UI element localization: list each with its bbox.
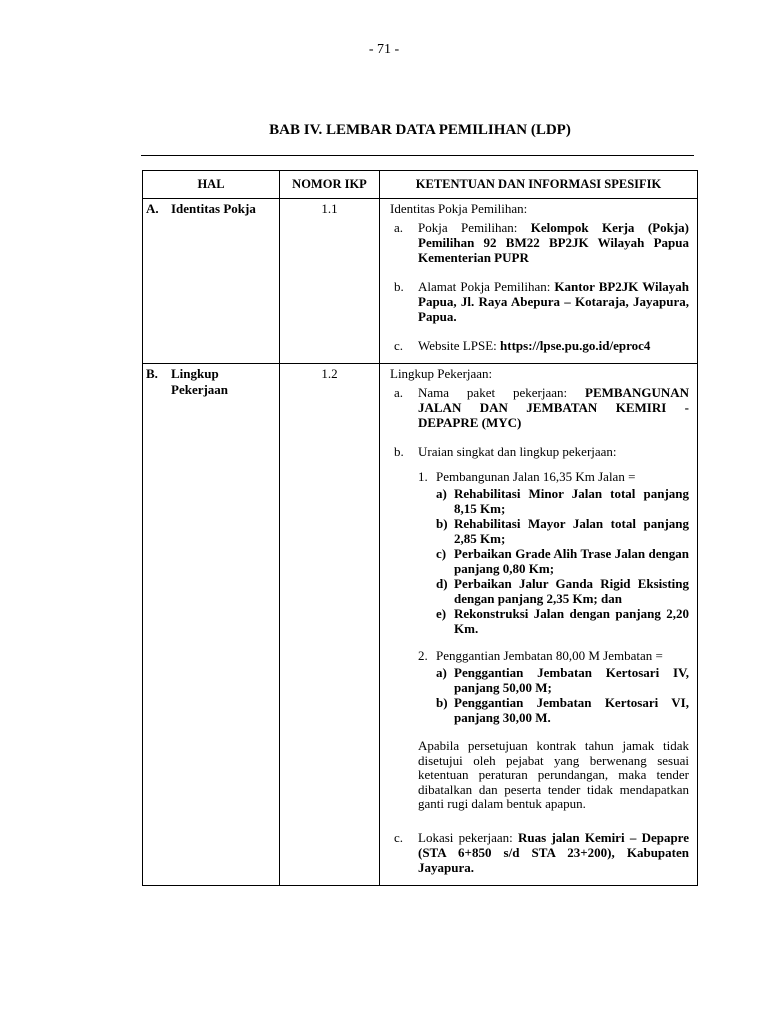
list-item: [390, 385, 689, 430]
header-hal: HAL: [143, 171, 280, 199]
hal-cell: [143, 199, 280, 364]
list-item: b) Penggantian Jembatan Kertosari VI, panjang 30,00 M.: [436, 695, 689, 725]
ikp-number: 1.2: [321, 366, 338, 381]
item-label: Lokasi pekerjaan:: [418, 829, 519, 845]
list-item: [390, 279, 689, 324]
spec-lead: Identitas Pokja Pemilihan:: [390, 201, 528, 216]
item-marker: c.: [394, 829, 404, 845]
table-row: [143, 199, 698, 364]
row-letter: A.: [146, 201, 159, 216]
item-marker: a.: [394, 385, 404, 400]
item-value: Ruas jalan Kemiri – Depapre (STA 6+850 s/d STA 23+200), Kabupaten Jayapura.: [418, 829, 689, 875]
item-marker: c.: [394, 338, 404, 353]
item-label: Nama paket pekerjaan:: [418, 385, 585, 400]
item-label: Alamat Pokja Pemilihan:: [418, 279, 555, 294]
header-ketentuan: KETENTUAN DAN INFORMASI SPESIFIK: [380, 171, 698, 199]
item-marker: b.: [394, 279, 404, 294]
sub-number: 1.: [418, 469, 428, 484]
item-value: Kelompok Kerja (Pokja) Pemilihan 92 BM22 BP2JK Wilayah Papua Kementerian PUPR: [418, 220, 689, 265]
sub-number: 2.: [418, 648, 428, 663]
item-label: Pokja Pemilihan:: [418, 220, 531, 235]
spec-cell: [380, 364, 698, 886]
item-label: Website LPSE:: [418, 338, 501, 353]
sub-list: [436, 665, 689, 725]
ldp-table: [142, 170, 698, 886]
item-value: PEMBANGUNAN JALAN DAN JEMBATAN KEMIRI - DEPAPRE (MYC): [418, 385, 689, 430]
table-header-row: [143, 171, 698, 199]
sub-item: [418, 648, 689, 663]
list-item: d) Perbaikan Jalur Ganda Rigid Eksisting dengan panjang 2,35 Km; dan: [436, 576, 689, 606]
item-marker: a.: [394, 220, 404, 235]
item-label: Uraian singkat dan lingkup pekerjaan:: [418, 444, 617, 459]
sub-text: Pembangunan Jalan 16,35 Km Jalan =: [436, 469, 636, 484]
list-item: [390, 830, 689, 875]
item-marker: b.: [394, 444, 404, 459]
hal-cell: [143, 364, 280, 886]
table-row: [143, 364, 698, 886]
list-item: [390, 220, 689, 265]
hal-label: Identitas Pokja: [171, 201, 256, 216]
list-item: c) Perbaikan Grade Alih Trase Jalan dengan panjang 0,80 Km;: [436, 546, 689, 576]
page-number: - 71 -: [368, 42, 400, 57]
list-item: e) Rekonstruksi Jalan dengan panjang 2,20 Km.: [436, 606, 689, 636]
header-nomor-ikp: NOMOR IKP: [280, 171, 380, 199]
list-item: a) Rehabilitasi Minor Jalan total panjang 8,15 Km;: [436, 486, 689, 516]
list-item: [390, 444, 689, 826]
hal-label: Lingkup Pekerjaan: [171, 366, 229, 397]
sub-item: [418, 469, 689, 484]
row-letter: B.: [146, 366, 158, 381]
page-title: BAB IV. LEMBAR DATA PEMILIHAN (LDP): [269, 122, 571, 138]
sub-text: Penggantian Jembatan 80,00 M Jembatan =: [436, 648, 663, 663]
ikp-cell: [280, 199, 380, 364]
paragraph: Apabila persetujuan kontrak tahun jamak tidak disetujui oleh pejabat yang berwenang sesuai ketentuan peraturan perundangan, maka tender dibatalkan dan peserta tender tidak mendapatkan ganti rugi dalam bentuk apapun.: [418, 738, 689, 811]
sub-list: [436, 486, 689, 636]
spec-cell: [380, 199, 698, 364]
list-item: [390, 338, 689, 353]
ikp-cell: [280, 364, 380, 886]
list-item: b) Rehabilitasi Mayor Jalan total panjang 2,85 Km;: [436, 516, 689, 546]
list-item: a) Penggantian Jembatan Kertosari IV, panjang 50,00 M;: [436, 665, 689, 695]
item-value: Kantor BP2JK Wilayah Papua, Jl. Raya Abepura – Kotaraja, Jayapura, Papua.: [418, 279, 689, 324]
title-divider: [141, 155, 694, 156]
lpse-link[interactable]: https://lpse.pu.go.id/eproc4: [500, 338, 651, 353]
spec-lead: Lingkup Pekerjaan:: [390, 366, 493, 381]
ikp-number: 1.1: [321, 201, 338, 216]
